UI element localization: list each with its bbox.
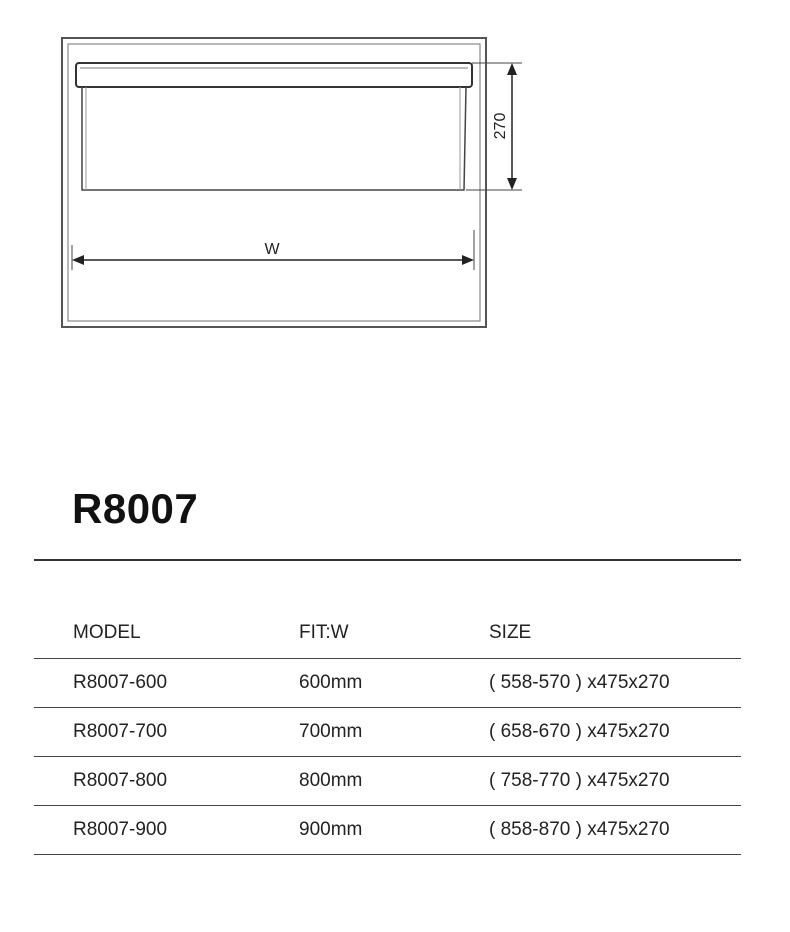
column-header-fit: FIT:W	[299, 622, 349, 643]
cell-model: R8007-900	[73, 818, 168, 840]
height-arrow-top	[507, 63, 517, 75]
cell-fit: 700mm	[299, 720, 363, 742]
height-arrow-bottom	[507, 178, 517, 190]
table-row	[34, 707, 741, 756]
technical-drawing	[0, 0, 790, 360]
column-header-model: MODEL	[73, 622, 141, 643]
drawer-top-rail	[76, 63, 472, 87]
cell-model: R8007-800	[73, 769, 168, 791]
cell-model: R8007-600	[73, 671, 168, 693]
spec-table	[34, 612, 741, 855]
cell-fit: 600mm	[299, 671, 363, 693]
table-row	[34, 805, 741, 854]
title-divider	[34, 559, 741, 561]
cell-size: ( 658-670 ) x475x270	[489, 720, 670, 742]
table-row	[34, 756, 741, 805]
cell-fit: 800mm	[299, 769, 363, 791]
cell-model: R8007-700	[73, 720, 168, 742]
model-title: R8007	[72, 485, 199, 532]
table-header-row	[34, 612, 741, 658]
drawer-body	[82, 87, 466, 190]
column-header-size: SIZE	[489, 622, 532, 643]
width-dimension-label: W	[264, 241, 280, 258]
width-arrow-right	[462, 255, 474, 265]
height-dimension-label: 270	[492, 112, 509, 140]
cell-size: ( 758-770 ) x475x270	[489, 769, 670, 791]
cell-size: ( 858-870 ) x475x270	[489, 818, 670, 840]
width-arrow-left	[72, 255, 84, 265]
cell-size: ( 558-570 ) x475x270	[489, 671, 670, 693]
table-row	[34, 658, 741, 707]
cell-fit: 900mm	[299, 818, 363, 840]
